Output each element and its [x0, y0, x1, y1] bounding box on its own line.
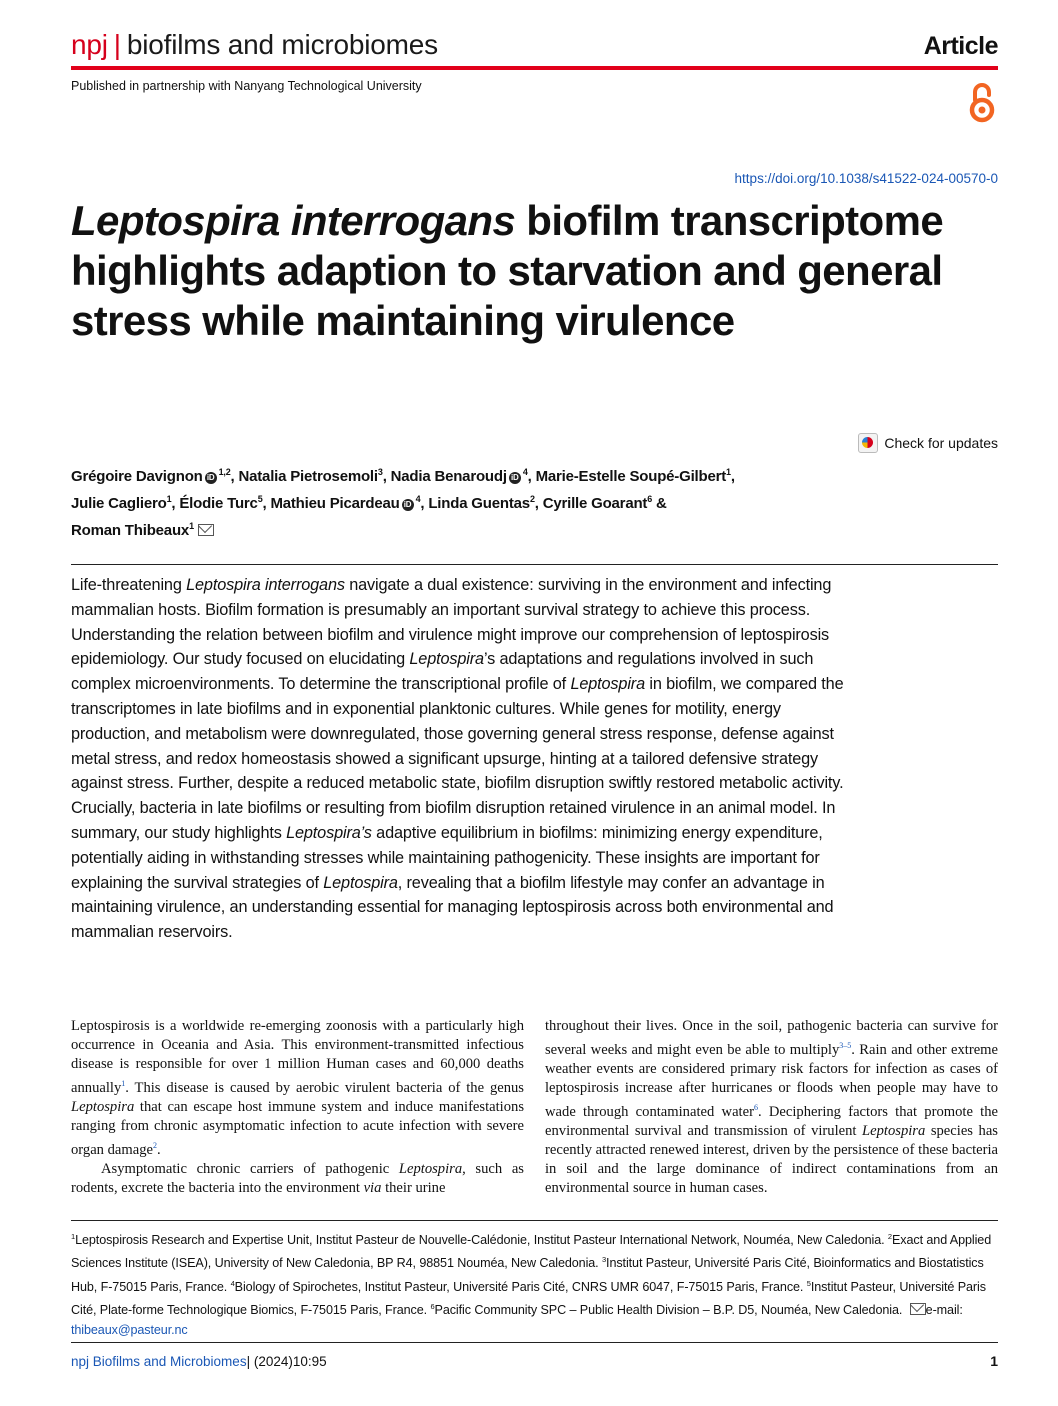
- author-name[interactable]: Grégoire Davignon: [71, 468, 203, 485]
- footer-citation: [71, 1354, 327, 1369]
- body-text: Leptospira: [398, 1160, 463, 1177]
- affiliation-text: Exact and Applied Sciences Institute (ISEA), University of New Caledonia, BP R4, 98851 Nouméa, New Caledonia.: [71, 1233, 992, 1271]
- body-text: , such as rodents, excrete the bacteria into the environment: [71, 1160, 524, 1196]
- affiliation-marker: 4: [522, 467, 528, 477]
- author-separator: ,: [382, 468, 391, 485]
- affiliation-marker: 6: [647, 494, 653, 504]
- author-separator: &: [652, 495, 667, 512]
- author-name[interactable]: Julie Cagliero: [71, 495, 167, 512]
- partnership-note: Published in partnership with Nanyang Technological University: [71, 79, 422, 93]
- affiliation-marker: 1: [189, 521, 194, 531]
- reference-marker: 2: [887, 1232, 892, 1241]
- author-list: [71, 461, 951, 542]
- affiliation-marker: 1: [166, 494, 172, 504]
- abstract-text: Leptospira interrogans: [186, 576, 345, 594]
- affiliation-text: Leptospirosis Research and Expertise Unit, Institut Pasteur de Nouvelle-Calédonie, Institut Pasteur International Network, Nouméa, New Caledonia.: [75, 1233, 888, 1248]
- body-text: . Rain and other extreme weather events are considered primary risk factors for infection as cases of leptospirosis increase after hurricanes or floods when people may have to wade through contaminated water: [545, 1041, 998, 1120]
- affiliation-marker: 2: [529, 494, 535, 504]
- title-species: Leptospira interrogans: [71, 197, 516, 244]
- page-number: 1: [990, 1353, 998, 1369]
- article-type: Article: [923, 32, 998, 60]
- reference-marker[interactable]: 2: [153, 1140, 157, 1150]
- corresponding-email-icon[interactable]: [198, 524, 214, 536]
- reference-marker: 4: [230, 1278, 235, 1288]
- affiliation-text: e-mail:: [925, 1303, 963, 1318]
- orcid-icon[interactable]: iD: [205, 472, 217, 484]
- check-for-updates-button[interactable]: [858, 433, 998, 453]
- reference-marker: 6: [430, 1302, 435, 1312]
- author-name[interactable]: Roman Thibeaux: [71, 522, 190, 539]
- footer-journal-link[interactable]: npj Biofilms and Microbiomes: [71, 1354, 247, 1369]
- author-name[interactable]: Natalia Pietrosemoli: [238, 468, 378, 485]
- affiliation-marker: 1: [726, 467, 731, 477]
- affiliation-marker: 4: [415, 494, 421, 504]
- body-text: . This disease is caused by aerobic virulent bacteria of the genus: [125, 1079, 524, 1096]
- footer-rule: [71, 1342, 998, 1343]
- journal-separator: |: [113, 29, 121, 60]
- check-for-updates-label: Check for updates: [884, 435, 998, 451]
- body-text: that can escape host immune system and induce manifestations ranging from chronic asymptomatic infection to acute infection with severe organ damage: [71, 1098, 524, 1158]
- orcid-icon[interactable]: iD: [402, 499, 414, 511]
- abstract-text: Leptospira: [323, 873, 398, 892]
- reference-marker: 3: [601, 1255, 607, 1265]
- author-separator: ,: [171, 495, 180, 512]
- abstract-text: navigate a dual existence: surviving in the environment and infecting mammalian hosts. Biofilm formation is presumably an important survival strategy to achieve this process. Understanding the relation between biofilm and virulence might improve our comprehension of leptospirosis epidemiology. Our study focused on elucidating: [71, 576, 832, 669]
- open-access-icon: [966, 80, 998, 124]
- author-name[interactable]: Élodie Turc: [179, 495, 258, 512]
- journal-prefix: npj: [71, 29, 108, 60]
- affiliations: [71, 1227, 998, 1340]
- abstract-text: in biofilm, we compared the transcriptomes in late biofilms and in exponential planktonic cultures. While genes for motility, energy production, and metabolism were downregulated, those governing general stress response, defense against metal stress, and redox homeostasis showed a significant upsurge, hinting at a tailored defensive strategy against stress. Further, despite a reduced metabolic state, biofilm disruption swiftly restored metabolic activity. Crucially, bacteria in late biofilms or resulting from biofilm disruption retained virulence in an animal model. In summary, our study highlights: [71, 675, 844, 842]
- body-paragraph: [71, 1017, 524, 1160]
- abstract: [71, 573, 861, 945]
- affiliation-marker: 3: [377, 467, 383, 477]
- author-name[interactable]: Cyrille Goarant: [542, 495, 648, 512]
- email-icon: [910, 1303, 926, 1315]
- abstract-text: Leptospira’s: [286, 823, 372, 842]
- body-paragraph: [545, 1017, 998, 1198]
- author-separator: ,: [527, 468, 536, 485]
- body-text: throughout their lives. Once in the soil, pathogenic bacteria can survive for several weeks and might even be able to multiply: [545, 1018, 998, 1058]
- author-name[interactable]: Marie-Estelle Soupé-Gilbert: [535, 468, 727, 485]
- orcid-icon[interactable]: iD: [509, 472, 521, 484]
- journal-name: [71, 28, 438, 62]
- abstract-text: Life-threatening: [71, 576, 187, 594]
- reference-marker: 5: [806, 1278, 811, 1288]
- affiliation-text: Biology of Spirochetes, Institut Pasteur, Université Paris Cité, CNRS UMR 6047, F-75015 Paris, France.: [234, 1279, 807, 1294]
- email-link[interactable]: thibeaux@pasteur.nc: [71, 1322, 188, 1337]
- body-column-left: [71, 1017, 524, 1198]
- reference-marker: 1: [71, 1232, 76, 1241]
- body-text: via: [363, 1179, 382, 1196]
- abstract-rule: [71, 564, 998, 565]
- affiliation-marker: 5: [257, 494, 263, 504]
- author-name[interactable]: Linda Guentas: [428, 495, 530, 512]
- author-name[interactable]: Mathieu Picardeau: [270, 495, 400, 512]
- author-separator: ,: [730, 468, 735, 485]
- body-text: their urine: [381, 1179, 446, 1196]
- title-rest: biofilm transcriptome highlights adaption to starvation and general stress while maintaining virulence: [71, 197, 944, 344]
- body-text: species has recently attracted renewed interest, driven by the persistence of these bacteria in soil and the large dominance of indirect contaminations from an environmental source in human cases.: [545, 1122, 998, 1196]
- reference-marker[interactable]: 1: [121, 1079, 126, 1088]
- author-separator: ,: [420, 495, 429, 512]
- author-name[interactable]: Nadia Benaroudj: [390, 468, 507, 485]
- body-column-right: [545, 1017, 998, 1198]
- reference-marker[interactable]: 6: [753, 1102, 758, 1112]
- body-text: Leptospira: [862, 1122, 926, 1139]
- footer-volume: | (2024)10:95: [246, 1354, 327, 1369]
- affiliation-text: Pacific Community SPC – Public Health Division – B.P. D5, Nouméa, New Caledonia.: [434, 1303, 906, 1318]
- body-paragraph: [71, 1160, 524, 1198]
- author-separator: ,: [262, 495, 271, 512]
- body-text: . Deciphering factors that promote the environmental survival and transmission of virulent: [545, 1103, 999, 1139]
- body-text: Asymptomatic chronic carriers of pathogenic: [101, 1160, 399, 1177]
- header-rule: [71, 66, 998, 70]
- abstract-text: Leptospira: [570, 675, 645, 694]
- abstract-text: Leptospira: [409, 650, 484, 669]
- abstract-text: ’s adaptations and regulations involved in such complex microenvironments. To determine the transcriptional profile of: [71, 650, 814, 694]
- affiliation-text: Institut Pasteur, Université Paris Cité, Plate-forme Technologique Biomics, F-75015 Paris, France.: [71, 1279, 986, 1318]
- reference-marker[interactable]: 3–5: [839, 1041, 852, 1050]
- body-text: .: [157, 1141, 161, 1158]
- author-separator: ,: [534, 495, 543, 512]
- doi-link[interactable]: https://doi.org/10.1038/s41522-024-00570-0: [734, 171, 998, 186]
- crossmark-icon: [858, 433, 878, 453]
- abstract-text: , revealing that a biofilm lifestyle may confer an advantage in maintaining virulence, an understanding essential for managing leptospirosis across both environmental and mammalian reservoirs.: [71, 873, 834, 942]
- journal-title: biofilms and microbiomes: [126, 29, 438, 60]
- body-text: Leptospirosis is a worldwide re-emerging zoonosis with a particularly high occurrence in Oceania and Asia. This environment-transmitted infectious disease is responsible for over 1 million Human cases and 60,000 deaths annually: [71, 1018, 524, 1096]
- affiliation-marker: 1,2: [218, 467, 231, 477]
- author-separator: ,: [230, 468, 239, 485]
- affiliations-rule: [71, 1220, 998, 1221]
- affiliation-text: Institut Pasteur, Université Paris Cité, Bioinformatics and Biostatistics Hub, F-75015 Paris, France.: [71, 1256, 984, 1294]
- body-text: Leptospira: [71, 1098, 135, 1115]
- abstract-text: adaptive equilibrium in biofilms: minimizing energy expenditure, potentially aiding in withstanding stresses while maintaining pathogenicity. These insights are important for explaining the survival strategies of: [71, 823, 823, 892]
- article-title: [71, 196, 971, 346]
